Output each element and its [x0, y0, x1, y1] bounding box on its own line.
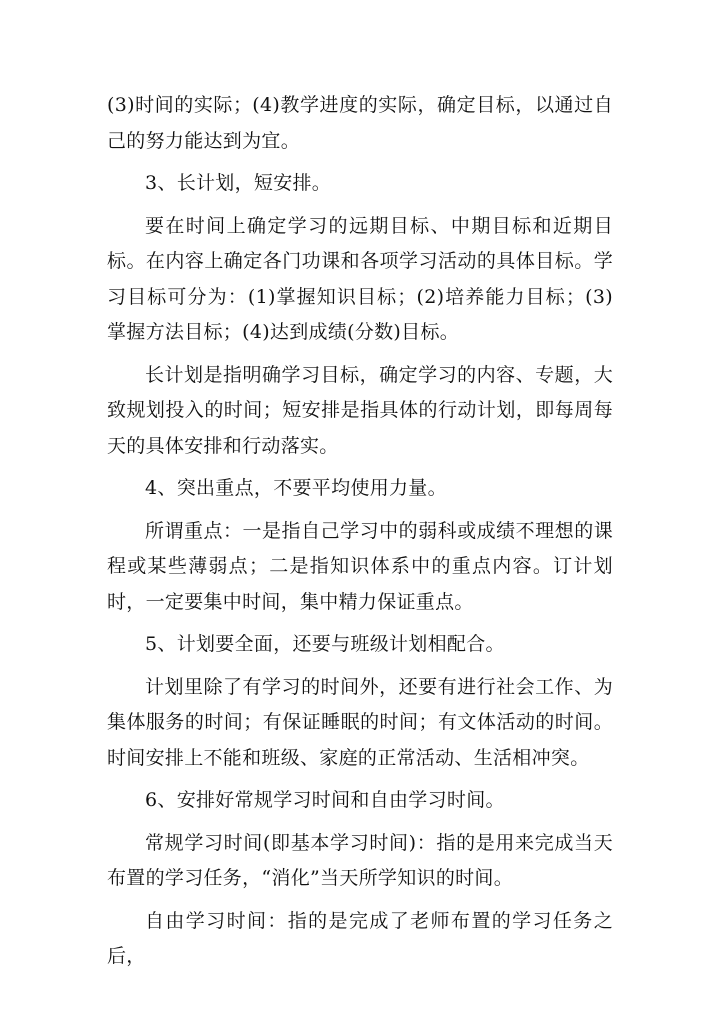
document-body [107, 88, 613, 982]
paragraph-goals: 要在时间上确定学习的远期目标、中期目标和近期目标。在内容上确定各门功课和各项学习活动的具体目标。学习目标可分为：(1)掌握知识目标；(2)培养能力目标；(3)掌握方法目标；(4)达到成绩(分数)目标。 [107, 214, 613, 343]
paragraph-regular-study-time: 常规学习时间(即基本学习时间)：指的是用来完成当天布置的学习任务，“消化”当天所学知识的时间。 [107, 831, 613, 889]
paragraph-free-study-time: 自由学习时间：指的是完成了老师布置的学习任务之后， [107, 909, 613, 967]
section-heading-4: 4、突出重点，不要平均使用力量。 [145, 477, 447, 499]
section-heading-3: 3、长计划，短安排。 [145, 172, 332, 194]
paragraph-continuation: (3)时间的实际；(4)教学进度的实际，确定目标，以通过自己的努力能达到为宜。 [107, 94, 613, 152]
paragraph-key-points: 所谓重点：一是指自己学习中的弱科或成绩不理想的课程或某些薄弱点；二是指知识体系中的重点内容。订计划时，一定要集中时间，集中精力保证重点。 [107, 519, 613, 613]
section-heading-5: 5、计划要全面，还要与班级计划相配合。 [145, 633, 505, 655]
paragraph-comprehensive-plan: 计划里除了有学习的时间外，还要有进行社会工作、为集体服务的时间；有保证睡眠的时间；有文体活动的时间。时间安排上不能和班级、家庭的正常活动、生活相冲突。 [107, 675, 613, 769]
section-heading-6: 6、安排好常规学习时间和自由学习时间。 [145, 789, 505, 811]
paragraph-long-plan: 长计划是指明确学习目标，确定学习的内容、专题，大致规划投入的时间；短安排是指具体的行动计划，即每周每天的具体安排和行动落实。 [107, 363, 613, 457]
